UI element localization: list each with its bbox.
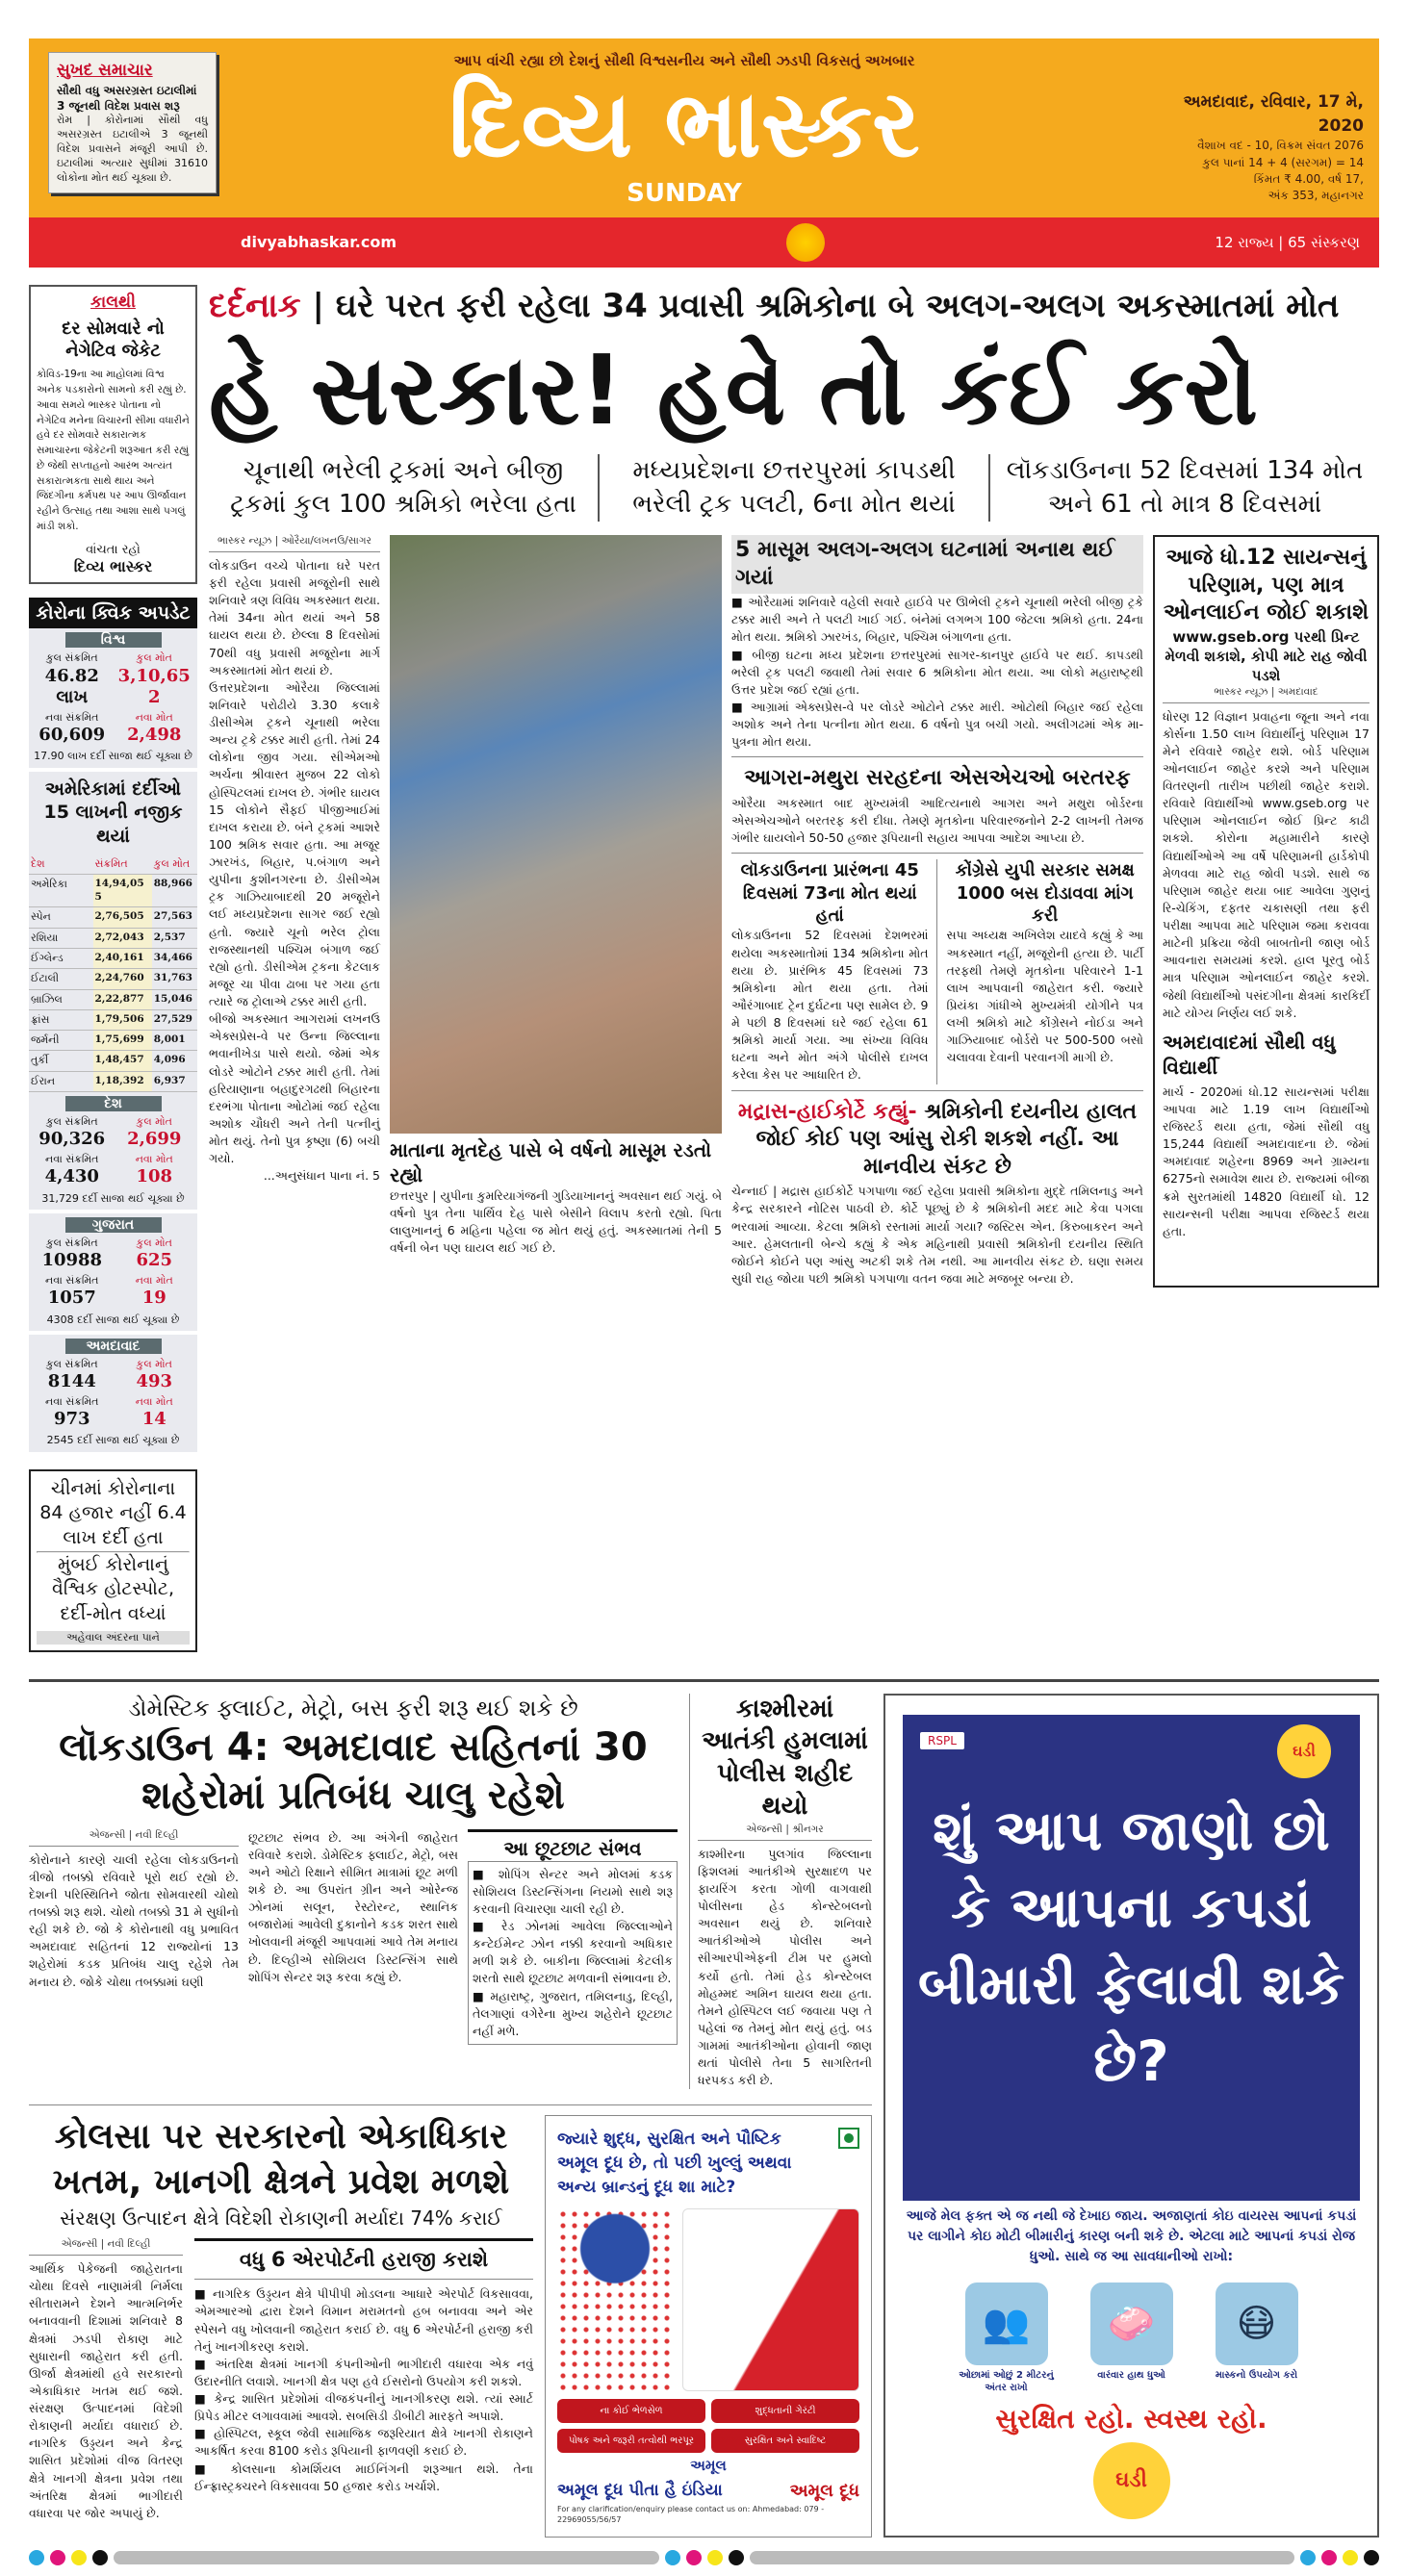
india-total-deaths: 2,699 — [127, 1129, 182, 1150]
veg-mark-icon — [838, 2128, 859, 2149]
kashmir-body: કાશ્મીરના પુલગાંવ જિલ્લાના ફિશલમાં આતંકીએ સુરક્ષાદળ પર ફાયરિંગ કરતા ગોળી વાગવાથી પોલીસના હેડ કોન્સ્ટેબલનો અવસાન થયું છે. શનિવારે આતંકીઓએ પોલીસ અને સીઆરપીએફની ટીમ પર હુમલો કર્યો હતો. તેમાં હેડ કોન્સ્ટેબલ મોહમ્મદ અમિન ઘાયલ થયા હતા. તેમને હોસ્પિટલ લઈ જવાયા પણ તે પહેલાં જ તેમનું મોત થયું હતું. બડ ગામમાં આતંકીઓના હોવાની જાણ થતાં પોલીસે તેના 5 સાગરિતની ધરપકડ કરી છે. — [698, 1846, 872, 2088]
amul-brand-logo: અમૂલ દૂધ — [789, 2480, 859, 2501]
country-cases: 2,40,161 — [93, 948, 152, 968]
ahd-title: અમદાવાદમાં સૌથી વધુ વિદ્યાર્થી — [1163, 1030, 1336, 1079]
china-box — [29, 1469, 197, 1652]
india-new-deaths: 108 — [136, 1166, 173, 1187]
country-cases: 2,22,877 — [93, 989, 152, 1009]
ad-slogan: સુરક્ષિત રહો. સ્વસ્થ રહો. — [995, 2402, 1267, 2435]
editions-count: 12 રાજ્ય | 65 સંસ્કરણ — [1215, 233, 1360, 251]
amul-badge: સુરક્ષિત અને સ્વાદિષ્ટ — [711, 2429, 859, 2453]
inside-page-ref: અહેવાલ અંદરના પાને — [37, 1631, 190, 1645]
photo-block — [390, 535, 722, 1288]
ahmedabad-total-cases: 8144 — [47, 1371, 96, 1392]
date-detail: કિંમત ₹ 4.00, વર્ષ 17, — [1253, 172, 1364, 187]
coal-body: આર્થિક પેકેજની જાહેરાતના ચોથા દિવસે નાણામંત્રી નિર્મલા સીતારામને દેશને આત્મનિર્ભર બનાવવાની દિશામાં શનિવારે 8 ક્ષેત્રમાં ઝડપી રોકાણ માટે સુધારાની જાહેરાત કરી હતી. ઊર્જા ક્ષેત્રમાંથી હવે સરકારનો એકાધિકાર ખતમ થઈ જશે. સંરક્ષણ ઉત્પાદનમાં વિદેશી રોકાણની મર્યાદા વધારાઈ છે. નાગરિક ઉડ્ડયન અને કેન્દ્ર શાસિત પ્રદેશોમાં વીજ વિતરણ ક્ષેત્રે ખાનગી ક્ષેત્રના પ્રવેશ તથા અંતરિક્ષ ક્ષેત્રમાં ભાગીદારી વધારવા પર જોર અપાયું છે. — [29, 2261, 183, 2520]
col-header: દેશ — [29, 854, 93, 875]
country-name: ફ્રાંસ — [29, 1009, 93, 1030]
kashmir-headline: કાશ્મીરમાં આતંકી હુમલામાં પોલીસ શહીદ થયો — [702, 1694, 868, 1821]
lockdown-kicker: ડોમેસ્ટિક ફ્લાઈટ, મેટ્રો, બસ ફરી શરૂ થઈ શકે છે — [128, 1694, 578, 1722]
handwash-icon: 🧼 — [1090, 2283, 1173, 2365]
country-cases: 1,75,699 — [93, 1031, 152, 1051]
stat-label: કુલ સંક્રમિત — [45, 651, 98, 665]
bullet: ■ બીજી ઘટના મધ્ય પ્રદેશના છત્તરપુરમાં સાગર-કાનપુર હાઈવે પર થઈ. કાપડથી ભરેલી ટ્રક પલટી જવાથી તેમાં સવાર 6 શ્રમિકોના મોત થયા. આ લોકો મહારાષ્ટ્રથી ઉત્તર પ્રદેશ જઈ રહ્યાં હતા. — [731, 647, 1143, 697]
country-table — [29, 854, 197, 1092]
country-cases: 1,48,457 — [93, 1051, 152, 1071]
website-link[interactable]: divyabhaskar.com — [241, 233, 397, 252]
accident-photo — [390, 535, 722, 1134]
lockdown-story — [29, 1694, 678, 2090]
country-row — [29, 948, 197, 968]
amul-headline: જ્યારે શુદ્ધ, સુરક્ષિત અને પૌષ્ટિક અમૂલ દૂધ છે, તો પછી ખુલ્લું અથવા અન્ય બ્રાન્ડનું દૂધ શા માટે? — [557, 2130, 792, 2197]
deaths-title: લૉકડાઉનના પ્રારંભના 45 દિવસમાં 73ના મોત થયાં હતાં — [740, 860, 919, 927]
india-total-cases: 90,326 — [38, 1129, 106, 1150]
date-detail: વૈશાખ વદ - 10, વિક્રમ સંવત 2076 — [1197, 139, 1364, 153]
amul-advertisement[interactable] — [545, 2115, 872, 2538]
result-box — [1153, 535, 1379, 1288]
edition-label: SUNDAY — [627, 178, 742, 208]
stat-label: કુલ સંક્રમિત — [45, 1236, 98, 1249]
country-cases: 2,72,043 — [93, 928, 152, 948]
gujarat-recovered: 4308 દર્દી સાજા થઈ ચૂક્યા છે — [29, 1310, 197, 1335]
good-news-body: રોમ | કોરોનામાં સૌથી વધુ અસરગ્રસ્ત ઇટાલીએ 3 જૂનથી વિદેશ પ્રવાસને મંજૂરી આપી છે. ઇટાલીમાં અત્યાર સુધીમાં 31610 લોકોના મોત થઈ ચૂક્યા છે. — [57, 114, 208, 184]
kashmir-story — [689, 1694, 872, 2090]
stat-label: નવા મોત — [135, 1394, 173, 1408]
stat-label: કુલ મોત — [136, 1236, 172, 1249]
gujarat-total-deaths: 625 — [136, 1250, 173, 1271]
ghadi-advertisement[interactable] — [883, 1694, 1379, 2538]
country-deaths: 27,529 — [152, 1009, 197, 1030]
main-area — [209, 285, 1379, 1666]
rspl-logo: RSPL — [920, 1732, 964, 1749]
congress-title: કોંગ્રેસે યુપી સરકાર સમક્ષ 1000 બસ દોડાવવા માંગ કરી — [955, 860, 1135, 927]
good-news-lead: સૌથી વધુ અસરગ્રસ્ત ઇટાલીમાં 3 જૂનથી વિદેશ પ્રવાસ શરૂ — [57, 84, 197, 113]
stat-label: કુલ સંક્રમિત — [45, 1115, 98, 1129]
ahmedabad-new-deaths: 14 — [141, 1408, 166, 1429]
coal-story — [29, 2115, 533, 2538]
stat-label: નવા સંક્રમિત — [45, 1273, 99, 1287]
amul-contact: For any clarification/enquiry please contact us on: Ahmedabad: 079 - 22969055/56/57 — [557, 2505, 825, 2524]
country-deaths: 4,096 — [152, 1051, 197, 1071]
stat-label: કુલ મોત — [136, 1357, 172, 1370]
country-row — [29, 969, 197, 989]
stat-label: નવા મોત — [135, 710, 173, 724]
from-tomorrow-body: કોવિડ-19ના આ માહોલમાં વિશ્વ અનેક પડકારોનો સામનો કરી રહ્યું છે. આવા સમયે ભાસ્કર પોતાના નો નેગેટિવ મનેના વિચારની સીમા વધારીને હવે દર સોમવારે સકારાત્મક સમાચારના જેકેટની શરૂઆત કરી રહ્યું છે જેથી સપ્તાહનો આરંભ અત્યંત સકારાત્મકતા સાથે થાય અને જિંદગીના કર્મપથ પર આપ ઊર્જાવાન રહીને ઉત્સાહ તથા આશા સાથે પગલું માંડી શકો. — [37, 369, 190, 532]
stat-label: નવા સંક્રમિત — [45, 710, 99, 724]
country-row — [29, 875, 197, 907]
country-deaths: 15,046 — [152, 989, 197, 1009]
stat-label: નવા મોત — [135, 1152, 173, 1165]
lead-subhead: લૉકડાઉનના 52 દિવસમાં 134 મોત અને 61 તો માત્ર 8 દિવસમાં — [1006, 455, 1364, 519]
world-total-deaths: 3,10,652 — [117, 665, 191, 708]
india-recovered: 31,729 દર્દી સાજા થઈ ચૂક્યા છે — [29, 1188, 197, 1213]
masthead-center — [230, 52, 1139, 208]
bullet: ■ નાગરિક ઉડ્ડયન ક્ષેત્રે પીપીપી મોડલના આધારે એરપોર્ટ વિકસાવવા, એમઆરઓ દ્વારા દેશને વિમાન મરામતનો હબ બનાવવા અને એર સ્પેસને વધુ ખોલવાની જાહેરાત કરાઈ છે. વધુ 6 એરપોર્ટની હરાજી કરી તેનું ખાનગીકરણ કરાશે. — [194, 2286, 533, 2354]
paragraph: બીજો અકસ્માત આગરામાં લખનઉ એક્સપ્રેસ-વે પર ઉન્ના જિલ્લાના ભવાનીખેડા પાસે થયો. જેમાં એક લોડરે ઓટોને ટક્કર મારી હતી. તેમાં હરિયાણાના બહાદુરગઢથી બિહારના દરભંગા પોતાના ઓટોમાં જઈ રહેલા અશોક ચૌધરી અને તેની પત્નીનું મોત થયું. તેનો પુત્ર કૃષ્ણા (6) બચી ગયો. — [209, 1011, 380, 1166]
country-deaths: 2,537 — [152, 928, 197, 948]
byline: એજન્સી | શ્રીનગર — [698, 1824, 872, 1841]
lower-left — [29, 1694, 872, 2538]
ahmedabad-stats-block — [29, 1339, 197, 1456]
india-new-cases: 4,430 — [44, 1166, 99, 1187]
ghadi-logo: ઘડી — [1277, 1724, 1331, 1778]
stat-label: કુલ મોત — [136, 1115, 172, 1129]
newspaper-logo: દિવ્ય ભાસ્કર — [448, 69, 920, 178]
lead-subhead: ચૂનાથી ભરેલી ટ્રકમાં અને બીજી ટ્રકમાં કુલ 100 શ્રમિકો ભરેલા હતા — [209, 454, 600, 522]
good-news-box — [48, 52, 217, 193]
country-deaths: 31,763 — [152, 969, 197, 989]
print-color-bar — [29, 2549, 1379, 2566]
bullet: ■ મહારાષ્ટ્ર, ગુજરાત, તમિલનાડુ, દિલ્હી, તેલગાણાં વગેરેના મુખ્ય શહેરોને છૂટછાટ નહીં મળે. — [473, 1988, 673, 2038]
stat-label: નવા મોત — [135, 1273, 173, 1287]
world-recovered: 17.90 લાખ દર્દી સાજા થઈ ચૂક્યા છે — [29, 746, 197, 771]
ahmedabad-total-deaths: 493 — [136, 1371, 173, 1392]
coal-subhead: સંરક્ષણ ઉત્પાદન ક્ષેત્રે વિદેશી રોકાણની મર્યાદા 74% કરાઈ — [60, 2206, 502, 2231]
from-tomorrow-title: દર સોમવારે નો નેગેટિવ જેકેટ — [62, 318, 165, 361]
photo-caption-block — [390, 1137, 722, 1258]
country-deaths: 88,966 — [152, 875, 197, 907]
lead-kicker-line: દર્દનાક | ઘરે પરત ફરી રહેલા 34 પ્રવાસી શ્રમિકોના બે અલગ-અલગ અકસ્માતમાં મોત — [209, 286, 1340, 325]
amul-center-logo: અમૂલ — [690, 2457, 727, 2475]
distance-icon: 👥 — [965, 2283, 1048, 2365]
lead-kicker: દર્દનાક — [209, 286, 301, 325]
country-deaths: 27,563 — [152, 907, 197, 928]
amul-badge: ના કોઈ ભેળસેળ — [557, 2399, 705, 2423]
country-row — [29, 907, 197, 928]
amul-badge: પોષક અને જરૂરી તત્વોથી ભરપૂર — [557, 2429, 705, 2453]
ad-headline: શું આપ જાણો છો કે આપના કપડાં બીમારી ફેલાવી શકે છે? — [917, 1797, 1345, 2094]
lead-subhead: મધ્યપ્રદેશના છત્તરપુરમાં કાપડથી ભરેલી ટ્રક પલટી, 6ના મોત થયાં — [600, 454, 990, 522]
lockdown-headline: લૉકડાઉન 4: અમદાવાદ સહિતનાં 30 શહેરોમાં પ્રતિબંધ ચાલુ રહેશે — [59, 1724, 648, 1818]
byline: ભાસ્કર ન્યૂઝ | અમદાવાદ — [1163, 686, 1370, 703]
orphans-title: 5 માસૂમ અલગ-અલગ ઘટનામાં અનાથ થઈ ગયાં — [731, 535, 1143, 594]
country-row — [29, 1009, 197, 1030]
india-stats-block — [29, 1096, 197, 1213]
ahmedabad-new-cases: 973 — [53, 1408, 90, 1429]
byline: એજન્સી | નવી દિલ્હી — [29, 1829, 239, 1847]
country-row — [29, 1071, 197, 1091]
bullet: ■ અંતરિક્ષ ક્ષેત્રમાં ખાનગી કંપનીઓની ભાગીદારી વધારવા એક નવું ઉદારનીતિ લવાશે. ખાનગી ક્ષેત્ર પણ હવે ઈસરોનો ઉપયોગ કરી શકશે. — [194, 2356, 533, 2388]
amul-badge: શુદ્ધતાની ગેરંટી — [711, 2399, 859, 2423]
tip-handwash: 🧼 વારંવાર હાથ ધુઓ — [1084, 2283, 1180, 2394]
lead-subheads — [209, 454, 1379, 522]
stat-label: કુલ સંક્રમિત — [45, 1357, 98, 1370]
tip-distance: 👥 ઓછામાં ઓછું 2 મીટરનું અંતર રાખો — [959, 2283, 1055, 2394]
col-header: કુલ મોત — [152, 854, 197, 875]
stat-label: કુલ મોત — [136, 651, 172, 665]
country-cases: 1,18,392 — [93, 1071, 152, 1091]
country-deaths: 8,001 — [152, 1031, 197, 1051]
world-total-cases: 46.82 લાખ — [44, 665, 99, 708]
result-body: ધોરણ 12 વિજ્ઞાન પ્રવાહના જૂના અને નવા કોર્સના 1.50 લાખ વિદ્યાર્થીનું પરિણામ 17 મેને રવિવારે જાહેર થશે. બોર્ડ પરિણામ ઓનલાઈન જાહેર કરશે અને પરિણામ વિતરણની તારીખ પછીથી જાહેર કરાશે. રવિવારે વિદ્યાર્થીઓ www.gseb.org પર પરિણામ ઓનલાઈન જોઈ પ્રિન્ટ કાઢી શકશે. કોરોના મહામારીને કારણે વિદ્યાર્થીઓએ આ વર્ષે પરિણામની હાર્ડકોપી મેળવવા માટે રાહ જોવી પડશે. સાથે જ પરિણામ જાહેર થયા બાદ આવેલા ગુણનું રિ-ચેકિંગ, દફતર ચકાસણી તથા ફરી પરીક્ષા આપવા માટે પરિણામ જમા કરાવવા માટેની પ્રક્રિયા જેવી બાબતોની જાણ બોર્ડ આવનારા સમયમાં કરશે. હાલ પૂરતુ બોર્ડ માત્ર પરિણામ ઓનલાઈન જાહેર કરશે. જેથી વિદ્યાર્થીઓ પસંદગીના ક્ષેત્રમાં કારકિર્દી માટે યોગ્ય નિર્ણય લઈ શકે. — [1163, 708, 1370, 1020]
front-page — [29, 0, 1379, 2566]
country-cases: 14,94,055 — [93, 875, 152, 907]
from-tomorrow-label: કાલથી — [90, 292, 136, 312]
paragraph: છૂટછાટ સંભવ છે. આ અંગેની જાહેરાત રવિવારે કરાશે. ડોમેસ્ટિક ફ્લાઈટ, મેટ્રો, બસ અને ઓટો રિક્ષાને સીમિત માત્રામાં છૂટ મળી શકે છે. આ ઉપરાંત ગ્રીન અને ઓરેન્જ ઝોનમાં સલૂન, રેસ્ટોરન્ટ, સ્થાનિક બજારોમાં આવેલી દુકાનોને કડક શરત સાથે ખોલવાની મંજૂરી આપવામાં આવે તેમ મનાય છે. દિલ્હીએ સોશિયલ ડિસ્ટન્સિંગ સાથે શોપિંગ સેન્ટર શરૂ કરવા કહ્યું છે. — [248, 1829, 458, 1984]
sun-icon — [786, 223, 825, 262]
coal-headline: કોલસા પર સરકારનો એકાધિકાર ખતમ, ખાનગી ક્ષેત્રને પ્રવેશ મળશે — [52, 2117, 510, 2203]
us-headline: અમેરિકામાં દર્દીઓ 15 લાખની નજીક થયાં — [43, 778, 183, 848]
ahmedabad-label: અમદાવાદ — [65, 1339, 162, 1354]
byline: એજન્સી | નવી દિલ્હી — [29, 2238, 183, 2256]
hc-body: ચેન્નાઈ | મદ્રાસ હાઈકોર્ટે પગપાળા જઈ રહેલા પ્રવાસી શ્રમિકોના મુદ્દે તમિલનાડુ અને કેન્દ્ર સરકારને નોટિસ પાઠવી છે. કોર્ટે પૂછ્યું છે કે શ્રમિકોની મદદ માટે કેવા પગલા ભરવામાં આવ્યા. કેટલા શ્રમિકો રસ્તામાં માર્યા ગયા? જસ્ટિસ એન. કિરુબાકરન અને આર. હેમલતાની બેન્ચે કહ્યું કે એક મહિનાથી પ્રવાસી શ્રમિકોની દયનીય સ્થિતિ જોઈને કોઈને પણ આંસુ અટકી શકે તેમ નથી. આ માનવીય સંકટ છે. ઘણા સમય સુધી રાહ જોયા પછી શ્રમિકો પગપાળા વતન જવા માટે મજબૂર બન્યા છે. — [731, 1184, 1143, 1286]
country-name: સ્પેન — [29, 907, 93, 928]
gujarat-stats-block — [29, 1217, 197, 1335]
bullet: ■ આગ્રામાં એક્સપ્રેસ-વે પર લોડરે ઓટોને ટક્કર મારી. ઓટોથી બિહાર જઈ રહેલા અશોક અને તેના પત્નીના મોત થયા. 6 વર્ષનો પુત્ર બચી ગયો. અલીગઢમાં એક મા-પુત્રના મોત થયા. — [731, 699, 1143, 750]
from-tomorrow-box — [29, 285, 197, 584]
country-cases: 2,76,505 — [93, 907, 152, 928]
lead-headline: હે સરકાર! હવે તો કંઈ કરો — [209, 333, 1259, 446]
country-deaths: 6,937 — [152, 1071, 197, 1091]
country-row — [29, 989, 197, 1009]
relax-title: આ છૂટછાટ સંભવ — [468, 1829, 678, 1861]
stat-label: નવા સંક્રમિત — [45, 1152, 99, 1165]
bullet: ■ શોપિંગ સેન્ટર અને મોલમાં કડક સોશિયલ ડિસ્ટન્સિંગના નિયમો સાથે શરૂ કરવાની વિચારણા ચાલી રહી છે. — [473, 1866, 673, 1916]
gujarat-total-cases: 10988 — [41, 1250, 103, 1271]
milk-pouch-image — [682, 2208, 859, 2391]
bullet: ■ કેન્દ્ર શાસિત પ્રદેશોમાં વીજકંપનીનું ખાનગીકરણ થશે. ત્યાં સ્માર્ટ પ્રિપેડ મીટર લગાવવામાં આવશે. સબસિડી ડીબીટી મારફતે અપાશે. — [194, 2391, 533, 2424]
ahd-body: માર્ચ - 2020માં ધો.12 સાયન્સમાં પરીક્ષા આપવા માટે 1.19 લાખ વિદ્યાર્થીઓ રજિસ્ટર્ડ થયા હતા, જેમાં સૌથી વધુ 15,244 વિદ્યાર્થી અમદાવાદના છે. જેમાં અમદાવાદ શહેરના 8969 અને ગ્રામ્યના 6275નો સમાવેશ થાય છે. રાજ્યમાં બીજા ક્રમે સુરતમાંથી 14820 વિદ્યાર્થી ધો. 12 સાયન્સની પરીક્ષા આપવા રજિસ્ટર્ડ થયા હતા. — [1163, 1084, 1370, 1238]
result-subtitle: www.gseb.org પરથી પ્રિન્ટ મેળવી શકાશે, કોપી માટે રાહ જોવી પડશે — [1165, 627, 1368, 685]
ad-message: આજે મેલ ફક્ત એ જ નથી જે દેખાઇ જાય. અજાણતાં કોઇ વાયરસ આપનાં કપડાં પર લાગીને કોઇ મોટી બીમારીનું કારણ બની શકે છે. એટલા માટે આપનાં કપડાં રોજ ધુઓ. સાથે જ આ સાવધાનીઓ રાખો: — [906, 2207, 1357, 2264]
congress-body: સપા અધ્યક્ષ અખિલેશ યાદવે કહ્યું કે આ અકસ્માત નહીં, મજૂરોની હત્યા છે. પાર્ટી તરફથી તેમણે મૃતકોના પરિવારને 1-1 લાખ આપવાની જાહેરાત કરી. જ્યારે પ્રિયંકા ગાંધીએ મુખ્યમંત્રી યોગીને પત્ર લખી શ્રમિકો માટે કોંગ્રેસને નોઈડા અને ગાઝિયાબાદ બોર્ડરો પર 500-500 બસો ચલાવવા દેવાની પરવાનગી માગી છે. — [946, 928, 1143, 1065]
country-name: રશિયા — [29, 928, 93, 948]
corona-update-box — [29, 598, 197, 1456]
country-name: ઈટાલી — [29, 969, 93, 989]
country-name: અમેરિકા — [29, 875, 93, 907]
dateline — [1152, 52, 1364, 205]
country-name: ઈરાન — [29, 1071, 93, 1091]
country-cases: 2,24,760 — [93, 969, 152, 989]
photo-text: છત્તરપુર | યુપીના કુમરિયાગંજની ગુડિયાખાનનું અવસાન થઈ ગયું. બે વર્ષનો પુત્ર તેના પાર્થિવ દેહ પાસે બેસીને વિલાપ કરતો રહ્યો. પિતા લાલુખાનનું 6 મહિના પહેલા જ મોત થયું હતું. અકસ્માતમાં તેની 5 વર્ષની બેન પણ ઘાયલ થઈ ગઈ છે. — [390, 1187, 722, 1256]
country-row — [29, 1051, 197, 1071]
country-row — [29, 928, 197, 948]
amul-slogan: અમૂલ દૂધ પીતા હૈ ઇંડિયા — [557, 2481, 723, 2501]
lead-kicker-text: ઘરે પરત ફરી રહેલા 34 પ્રવાસી શ્રમિકોના બે અલગ-અલગ અકસ્માતમાં મોત — [335, 286, 1340, 325]
paragraph: કોરોનાને કારણે ચાલી રહેલા લોકડાઉનનો ત્રીજો તબક્કો રવિવારે પૂરો થઈ રહ્યો છે. દેશની પરિસ્થિતિને જોતા સોમવારથી ચોથો તબક્કો શરૂ થશે. ચોથો તબક્કો 31 મે સુધીનો રહી શકે છે. જો કે કોરોનાથી વધુ પ્રભાવિત અમદાવાદ સહિતનાં 12 રાજ્યોનાં 13 શહેરોમાં કડક પ્રતિબંધ ચાલુ રહેશે તેમ મનાય છે. જોકે ચોથા તબક્કામાં ઘણી — [29, 1851, 239, 1989]
country-cases: 1,79,506 — [93, 1009, 152, 1030]
world-new-cases: 60,609 — [38, 724, 106, 745]
date-detail: અંક 353, મહાનગર — [1267, 189, 1364, 203]
continued-ref: ...અનુસંધાન પાના નં. 5 — [263, 1168, 380, 1184]
amul-girl-illustration — [557, 2208, 673, 2391]
col-header: સંક્રમિત — [93, 854, 152, 875]
corona-title: કોરોના ક્વિક અપડેટ — [29, 598, 197, 629]
world-stats — [29, 651, 197, 746]
bullet: ■ કોલસાના કોમર્શિયલ માઈનિંગની શરૂઆત થશે. તેના ઈન્ફ્રાસ્ટ્રક્ચરને વિકસાવવા 50 હજાર કરોડ ખર્ચાશે. — [194, 2461, 533, 2493]
ahmedabad-recovered: 2545 દર્દી સાજા થઈ ચૂક્યા છે — [29, 1430, 197, 1455]
country-name: બ્રાઝિલ — [29, 989, 93, 1009]
gujarat-new-cases: 1057 — [47, 1288, 96, 1308]
middle-column — [731, 535, 1143, 1288]
masthead — [29, 38, 1379, 217]
mumbai-headline: મુંબઈ કોરોનાનું વૈશ્વિક હોટસ્પોટ, દર્દી-મોત વધ્યાં — [51, 1553, 174, 1624]
gujarat-label: ગુજરાત — [65, 1217, 162, 1233]
mask-icon: 😷 — [1216, 2283, 1298, 2365]
paragraph: લોકડાઉન વચ્ચે પોતાના ઘરે પરત ફરી રહેલા પ્રવાસી મજૂરોની સાથે શનિવારે ત્રણ વિવિધ અકસ્માત થયા. તેમાં 34ના મોત થયાં અને 58 ઘાયલ થયા છે. છેલ્લા 8 દિવસોમાં 70થી વધુ પ્રવાસી મજૂરોના માર્ગ અકસ્માતમાં મોત થયાં છે. — [209, 557, 380, 677]
airport-title: વધુ 6 એરપોર્ટની હરાજી કરાશે — [194, 2238, 533, 2280]
country-row — [29, 1031, 197, 1051]
gujarat-new-deaths: 19 — [141, 1288, 166, 1308]
date: અમદાવાદ, રવિવાર, 17 મે, 2020 — [1183, 92, 1364, 136]
result-title: આજે ધો.12 સાયન્સનું પરિણામ, પણ માત્ર ઓનલાઈન જોઈ શકાશે — [1163, 545, 1370, 625]
deaths-body: લોકડાઉનના 52 દિવસમાં દેશભરમાં થયેલા અકસ્માતોમાં 134 શ્રમિકોના મોત થયા છે. પ્રારંભિક 45 દિવસમાં 73 શ્રમિકોના મોત થયા હતા. તેમાં ઔરંગાબાદ ટ્રેન દુર્ઘટના પણ સામેલ છે. 9 મે પછી 8 દિવસમાં ઘરે જઈ રહેલા 61 શ્રમિકો માર્યા ગયા. આ સંખ્યા વિવિધ ઘટના અને મોત અંગે પોલીસે દાખલ કરેલા કેસ પર આધારિત છે. — [731, 928, 929, 1083]
lead-story-body — [209, 535, 380, 1288]
photo-caption: માતાના મૃતદેહ પાસે બે વર્ષનો માસૂમ રડતો રહ્યો — [390, 1137, 712, 1186]
country-name: ઈંગ્લેન્ડ — [29, 948, 93, 968]
ad-banner — [903, 1715, 1360, 2201]
tagline: આપ વાંચી રહ્યા છો દેશનું સૌથી વિશ્વસનીય અને સૌથી ઝડપી વિકસતું અખબાર — [453, 52, 915, 69]
hc-headline: મદ્રાસ-હાઈકોર્ટે કહ્યું- શ્રમિકોની દયનીય હાલત જોઈ કોઈ પણ આંસુ રોકી શકશે નહીં. આ માનવીય સંકટ છે — [737, 1099, 1138, 1179]
sho-title: આગરા-મથુરા સરહદના એસએચઓ બરતરફ — [744, 766, 1131, 791]
bullet: ■ રેડ ઝોનમાં આવેલા જિલ્લાઓને કન્ટેઈમેન્ટ ઝોન નક્કી કરવાનો અધિકાર મળી શકે છે. બાકીના જિલ્લામાં કેટલીક શરતો સાથે છૂટછાટ મળવાની સંભાવના છે. — [473, 1919, 673, 1986]
country-name: તુર્કી — [29, 1051, 93, 1071]
country-deaths: 34,466 — [152, 948, 197, 968]
masthead-strip — [29, 217, 1379, 268]
date-detail: કુલ પાનાં 14 + 4 (સરગમ) = 14 — [1202, 155, 1364, 169]
world-new-deaths: 2,498 — [127, 724, 182, 745]
tip-mask: 😷 માસ્કનો ઉપયોગ કરો — [1209, 2283, 1305, 2394]
left-sidebar — [29, 285, 197, 1666]
ghadi-clock-logo: ઘડી — [1093, 2442, 1170, 2519]
country-name: જર્મની — [29, 1031, 93, 1051]
india-label: દેશ — [65, 1096, 162, 1111]
bullet: ■ હોસ્પિટલ, સ્કૂલ જેવી સામાજિક જરૂરિયાત ક્ષેત્રે ખાનગી રોકાણને આકર્ષિત કરવા 8100 કરોડ રૂપિયાની ફાળવણી કરાઈ છે. — [194, 2426, 533, 2459]
paragraph: ઉત્તરપ્રદેશના ઓરૈયા જિલ્લામાં શનિવારે પરોઢીયે 3.30 કલાકે ડીસીએમ ટ્રકને ચૂનાથી ભરેલા અન્ય ટ્રકે ટક્કર મારી હતી. તેમાં 24 લોકોના જીવ ગયા. સીએમઓ અર્ચના શ્રીવાસ્ત મુજબ 22 લોકો હોસ્પિટલમાં દાખલ છે. ગંભીર ઘાયલ 15 લોકોને સૈફઈ પીજીઆઈમાં દાખલ કરાયા છે. બંને ટ્રકમાં આશરે 100 શ્રમિક સવાર હતા. આ મજૂર ઝારખંડ, બિહાર, પ.બંગાળ અને યુપીના કુશીનગરના છે. ડીસીએમ ટ્રક ગાઝિયાબાદથી 20 મજૂરોને લઈ મધ્યપ્રદેશના સાગર જઈ રહ્યો હતો. જ્યારે ચૂનો ભરેલ ટ્રોલા રાજસ્થાનથી પશ્ચિમ બંગાળ જઈ રહ્યો હતો. ડીસીએમ ટ્રકના કેટલાક મજૂર ચા પીવા ઢાબા પર ગયા હતા ત્યારે જ ટ્રોલાએ ટક્કર મારી હતી. — [209, 679, 380, 1009]
stat-label: નવા સંક્રમિત — [45, 1394, 99, 1408]
from-tomorrow-brand: દિવ્ય ભાસ્કર — [73, 556, 153, 575]
china-headline: ચીનમાં કોરોનાના 84 હજાર નહીં 6.4 લાખ દર્દી હતા — [39, 1477, 187, 1548]
world-label: વિશ્વ — [65, 632, 162, 648]
byline: ભાસ્કર ન્યૂઝ | ઓરૈયા/લખનઉ/સાગર — [209, 535, 380, 552]
bullet: ■ ઓરૈયામાં શનિવારે વહેલી સવારે હાઈવે પર ઊભેલી ટ્રકને ચૂનાથી ભરેલી બીજી ટ્રકે ટક્કર મારી અને તે પલટી ખાઈ ગઈ. બંનેમાં લગભગ 100 જેટલા શ્રમિકો હતા. 24ના મોત થયા. શ્રમિકો ઝારખંડ, બિહાર, પશ્ચિમ બંગાળના હતા. — [731, 595, 1143, 645]
from-tomorrow-sign: વાંચતા રહો — [86, 542, 141, 557]
lower-section — [29, 1679, 1379, 2538]
sho-body: ઓરૈયા અકસ્માત બાદ મુખ્યમંત્રી આદિત્યનાથે આગરા અને મથુરા બોર્ડરના એસએચઓને બરતરફ કરી દીધા. તેમણે મૃતકોના પરિવારજનોને 2-2 લાખની તેમજ ગંભીર ઘાયલોને 50-50 હજાર રૂપિયાની સહાય આપવા આદેશ આપ્યા છે. — [731, 795, 1143, 846]
good-news-label: સુખદ સમાચાર — [57, 61, 153, 80]
